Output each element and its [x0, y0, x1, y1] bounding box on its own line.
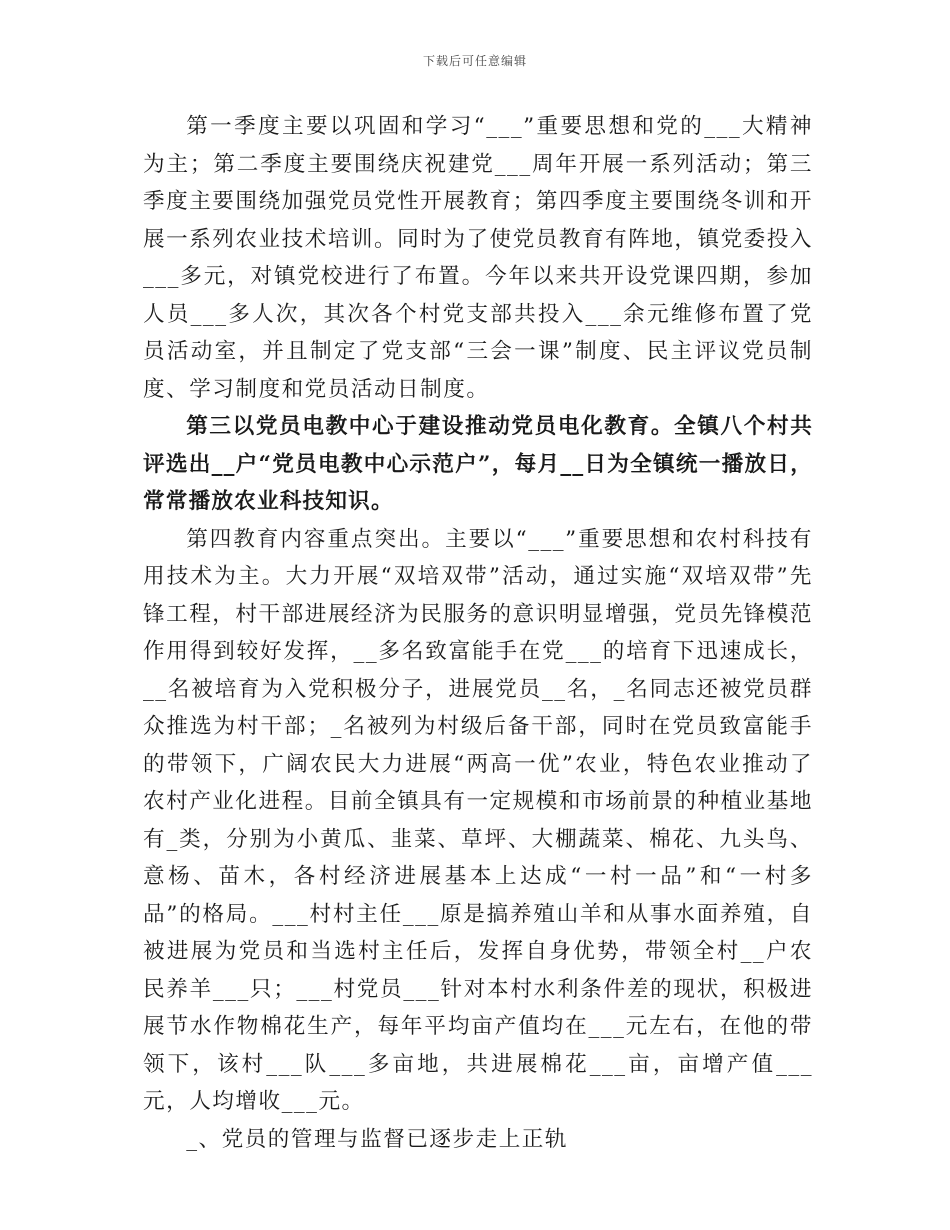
- paragraph-electronic-education: 第三以党员电教中心于建设推动党员电化教育。全镇八个村共评选出__户“党员电教中心示范户”，每月__日为全镇统一播放日，常常播放农业科技知识。: [143, 414, 813, 514]
- paragraph-quarterly-education: 第一季度主要以巩固和学习“___”重要思想和党的___大精神为主；第二季度主要围绕庆祝建党___周年开展一系列活动；第三季度主要围绕加强党员党性开展教育；第四季度主要围绕冬训和开展一系列农业技术培训。同时为了使党员教育有阵地，镇党委投入___多元，对镇党校进行了布置。今年以来共开设党课四期，参加人员___多人次，其次各个村党支部共投入___余元维修布置了党员活动室，并且制定了党支部“三会一课”制度、民主评议党员制度、学习制度和党员活动日制度。: [143, 114, 813, 402]
- document-body: [143, 108, 813, 1158]
- page-header: 下载后可任意编辑: [422, 54, 527, 68]
- section-heading-management: _、党员的管理与监督已逐步走上正轨: [186, 1126, 568, 1152]
- paragraph-education-content: 第四教育内容重点突出。主要以“___”重要思想和农村科技有用技术为主。大力开展“双培双带”活动，通过实施“双培双带”先锋工程，村干部进展经济为民服务的意识明显增强，党员先锋模范作用得到较好发挥，__多名致富能手在党___的培育下迅速成长，__名被培育为入党积极分子，进展党员__名，_名同志还被党员群众推选为村干部；_名被列为村级后备干部，同时在党员致富能手的带领下，广阔农民大力进展“两高一优”农业，特色农业推动了农村产业化进程。目前全镇具有一定规模和市场前景的种植业基地有_类，分别为小黄瓜、韭菜、草坪、大棚蔬菜、棉花、九头鸟、意杨、苗木，各村经济进展基本上达成“一村一品”和“一村多品”的格局。___村村主任___原是搞养殖山羊和从事水面养殖，自被进展为党员和当选村主任后，发挥自身优势，带领全村__户农民养羊___只；___村党员___针对本村水利条件差的现状，积极进展节水作物棉花生产，每年平均亩产值均在___元左右，在他的带领下，该村___队___多亩地，共进展棉花___亩，亩增产值___元，人均增收___元。: [143, 526, 813, 1114]
